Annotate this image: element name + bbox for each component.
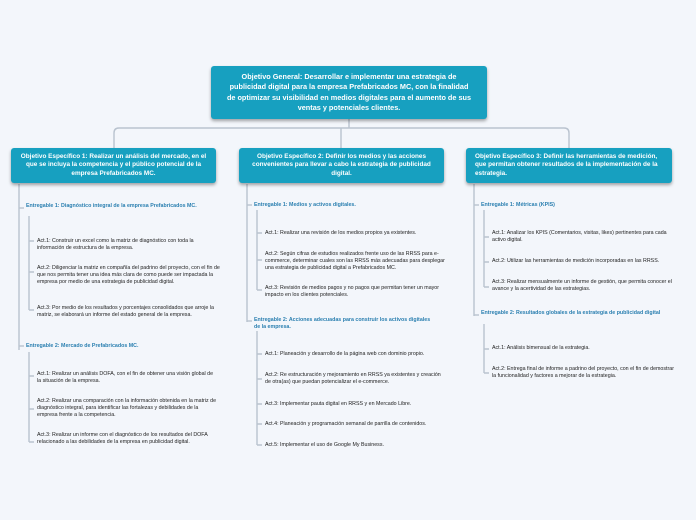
connector-b3-e1-act-ticks xyxy=(484,237,489,287)
b3-e2-act-2[interactable]: Act.2: Entrega final de informe a padrino del proyecto, con el fin de demostrar la funcionalidad y factores a mejorar de la estrategia. xyxy=(492,366,674,379)
b2-entregable-1[interactable]: Entregable 1: Medios y activos digitales. xyxy=(254,202,356,208)
b3-e1-act-1[interactable]: Act.1: Analizar los KPIS (Comentarios, visitas, likes) pertinentes para cada activo digital. xyxy=(492,230,667,243)
connector-b2-e2-act-ticks xyxy=(257,354,262,445)
connector-b1-e1-act-ticks xyxy=(29,241,34,310)
b2-entregable-2[interactable]: Entregable 2: Acciones adecuadas para construir los activos digitales de la empresa. xyxy=(254,317,431,330)
b2-e1-act-1[interactable]: Act.1: Realizar una revisión de los medios propios ya existentes. xyxy=(265,230,417,236)
b3-entregable-1[interactable]: Entregable 1: Métricas (KPIS) xyxy=(481,202,555,208)
connector-b1-e2-act-ticks xyxy=(29,376,34,442)
specific-objective-2-text: Objetivo Específico 2: Definir los medios y las acciones convenientes para llevar a cabo la estrategia de publicidad digital. xyxy=(252,152,431,177)
b3-entregable-2[interactable]: Entregable 2: Resultados globales de la estrategia de publicidad digital xyxy=(481,310,661,316)
b2-e1-act-3[interactable]: Act.3: Revisión de medios pagos y no pagos que permitan tener un mayor impacto en los clientes potenciales. xyxy=(265,285,440,298)
b1-e1-act-1[interactable]: Act.1: Construir un excel como la matriz de diagnóstico con toda la información de estructura de la empresa. xyxy=(37,238,194,251)
b2-e2-act-3[interactable]: Act.3: Implementar pauta digital en RRSS y en Mercado Libre. xyxy=(265,401,412,407)
b1-e1-act-3[interactable]: Act.3: Por medio de los resultados y porcentajes consolidados que arroje la matriz, se elaborará un informe del estado general de la empresa. xyxy=(37,305,214,318)
b2-e2-act-4[interactable]: Act.4: Planeación y programación semanal de parrilla de contenidos. xyxy=(265,421,427,427)
b3-e2-act-1[interactable]: Act.1: Análisis bimensual de la estrategia. xyxy=(492,345,590,351)
b3-e1-act-2[interactable]: Act.2: Utilizar las herramientas de medición incorporadas en las RRSS. xyxy=(492,258,660,264)
b1-entregable-1[interactable]: Entregable 1: Diagnóstico integral de la empresa Prefabricados MC. xyxy=(26,203,197,209)
root-objective-box[interactable] xyxy=(211,66,487,119)
b2-e2-act-5[interactable]: Act.5: Implementar el uso de Google My Business. xyxy=(265,442,384,448)
b1-e2-act-3[interactable]: Act.3: Realizar un informe con el diagnóstico de los resultados del DOFA relacionado a las debilidades de la empresa en publicidad digital. xyxy=(37,432,208,445)
b1-e1-act-2[interactable]: Act.2: Diligenciar la matriz en compañía del padrino del proyecto, con el fin de que nos permita tener una idea más clara de como puede ser impactada la empresa por medio de una estrategia de publicidad digital. xyxy=(37,265,220,285)
b1-e2-act-2[interactable]: Act.2: Realizar una comparación con la información obtenida en la matriz de diagnóstico integral, para identificar las fortalezas y debilidades de la empresa frente a la competencia. xyxy=(37,398,217,418)
specific-objective-1-text: Objetivo Específico 1: Realizar un análisis del mercado, en el que se incluya la competencia y el público potencial de la empresa Prefabricados MC. xyxy=(20,152,207,177)
b2-e1-act-2[interactable]: Act.2: Según cifras de estudios realizados frente uso de las RRSS para e-commerce, determinar cuales son las RRSS más adecuadas para desplegar una estrategia de publicidad digital a Prefabricados MC. xyxy=(265,251,445,271)
b2-e2-act-2[interactable]: Act.2: Re estructuración y mejoramiento en RRSS ya existentes y creación de otra(as) que puedan potencializar el e-commerce. xyxy=(265,372,441,385)
specific-objective-3-box[interactable] xyxy=(466,148,672,183)
specific-objective-1-box[interactable] xyxy=(11,148,216,183)
specific-objective-3-text: Objetivo Específico 3: Definir las herramientas de medición, que permitan obtener resultados de la implementación de la estrategia. xyxy=(475,152,658,177)
connector-b2-e1-act-ticks xyxy=(257,233,262,290)
b3-e1-act-3[interactable]: Act.3: Realizar mensualmente un informe de gestión, que permita conocer el avance y la acertividad de las estrategias. xyxy=(492,279,672,292)
specific-objective-2-box[interactable] xyxy=(239,148,444,183)
root-objective-text: Objetivo General: Desarrollar e implementar una estrategia de publicidad digital para la empresa Prefabricados MC, con la finalidad de optimizar su visibilidad en medios digitales para el aumento de sus ventas y potenciales clientes. xyxy=(226,71,472,112)
b1-e2-act-1[interactable]: Act.1: Realizar un análisis DOFA, con el fin de obtener una visión global de la situación de la empresa. xyxy=(37,371,214,384)
connector-b3-e2-act-ticks xyxy=(484,349,489,373)
b2-e2-act-1[interactable]: Act.1: Planeación y desarrollo de la página web con dominio propio. xyxy=(265,351,425,357)
b1-entregable-2[interactable]: Entregable 2: Mercado de Prefabricados MC. xyxy=(26,343,139,349)
